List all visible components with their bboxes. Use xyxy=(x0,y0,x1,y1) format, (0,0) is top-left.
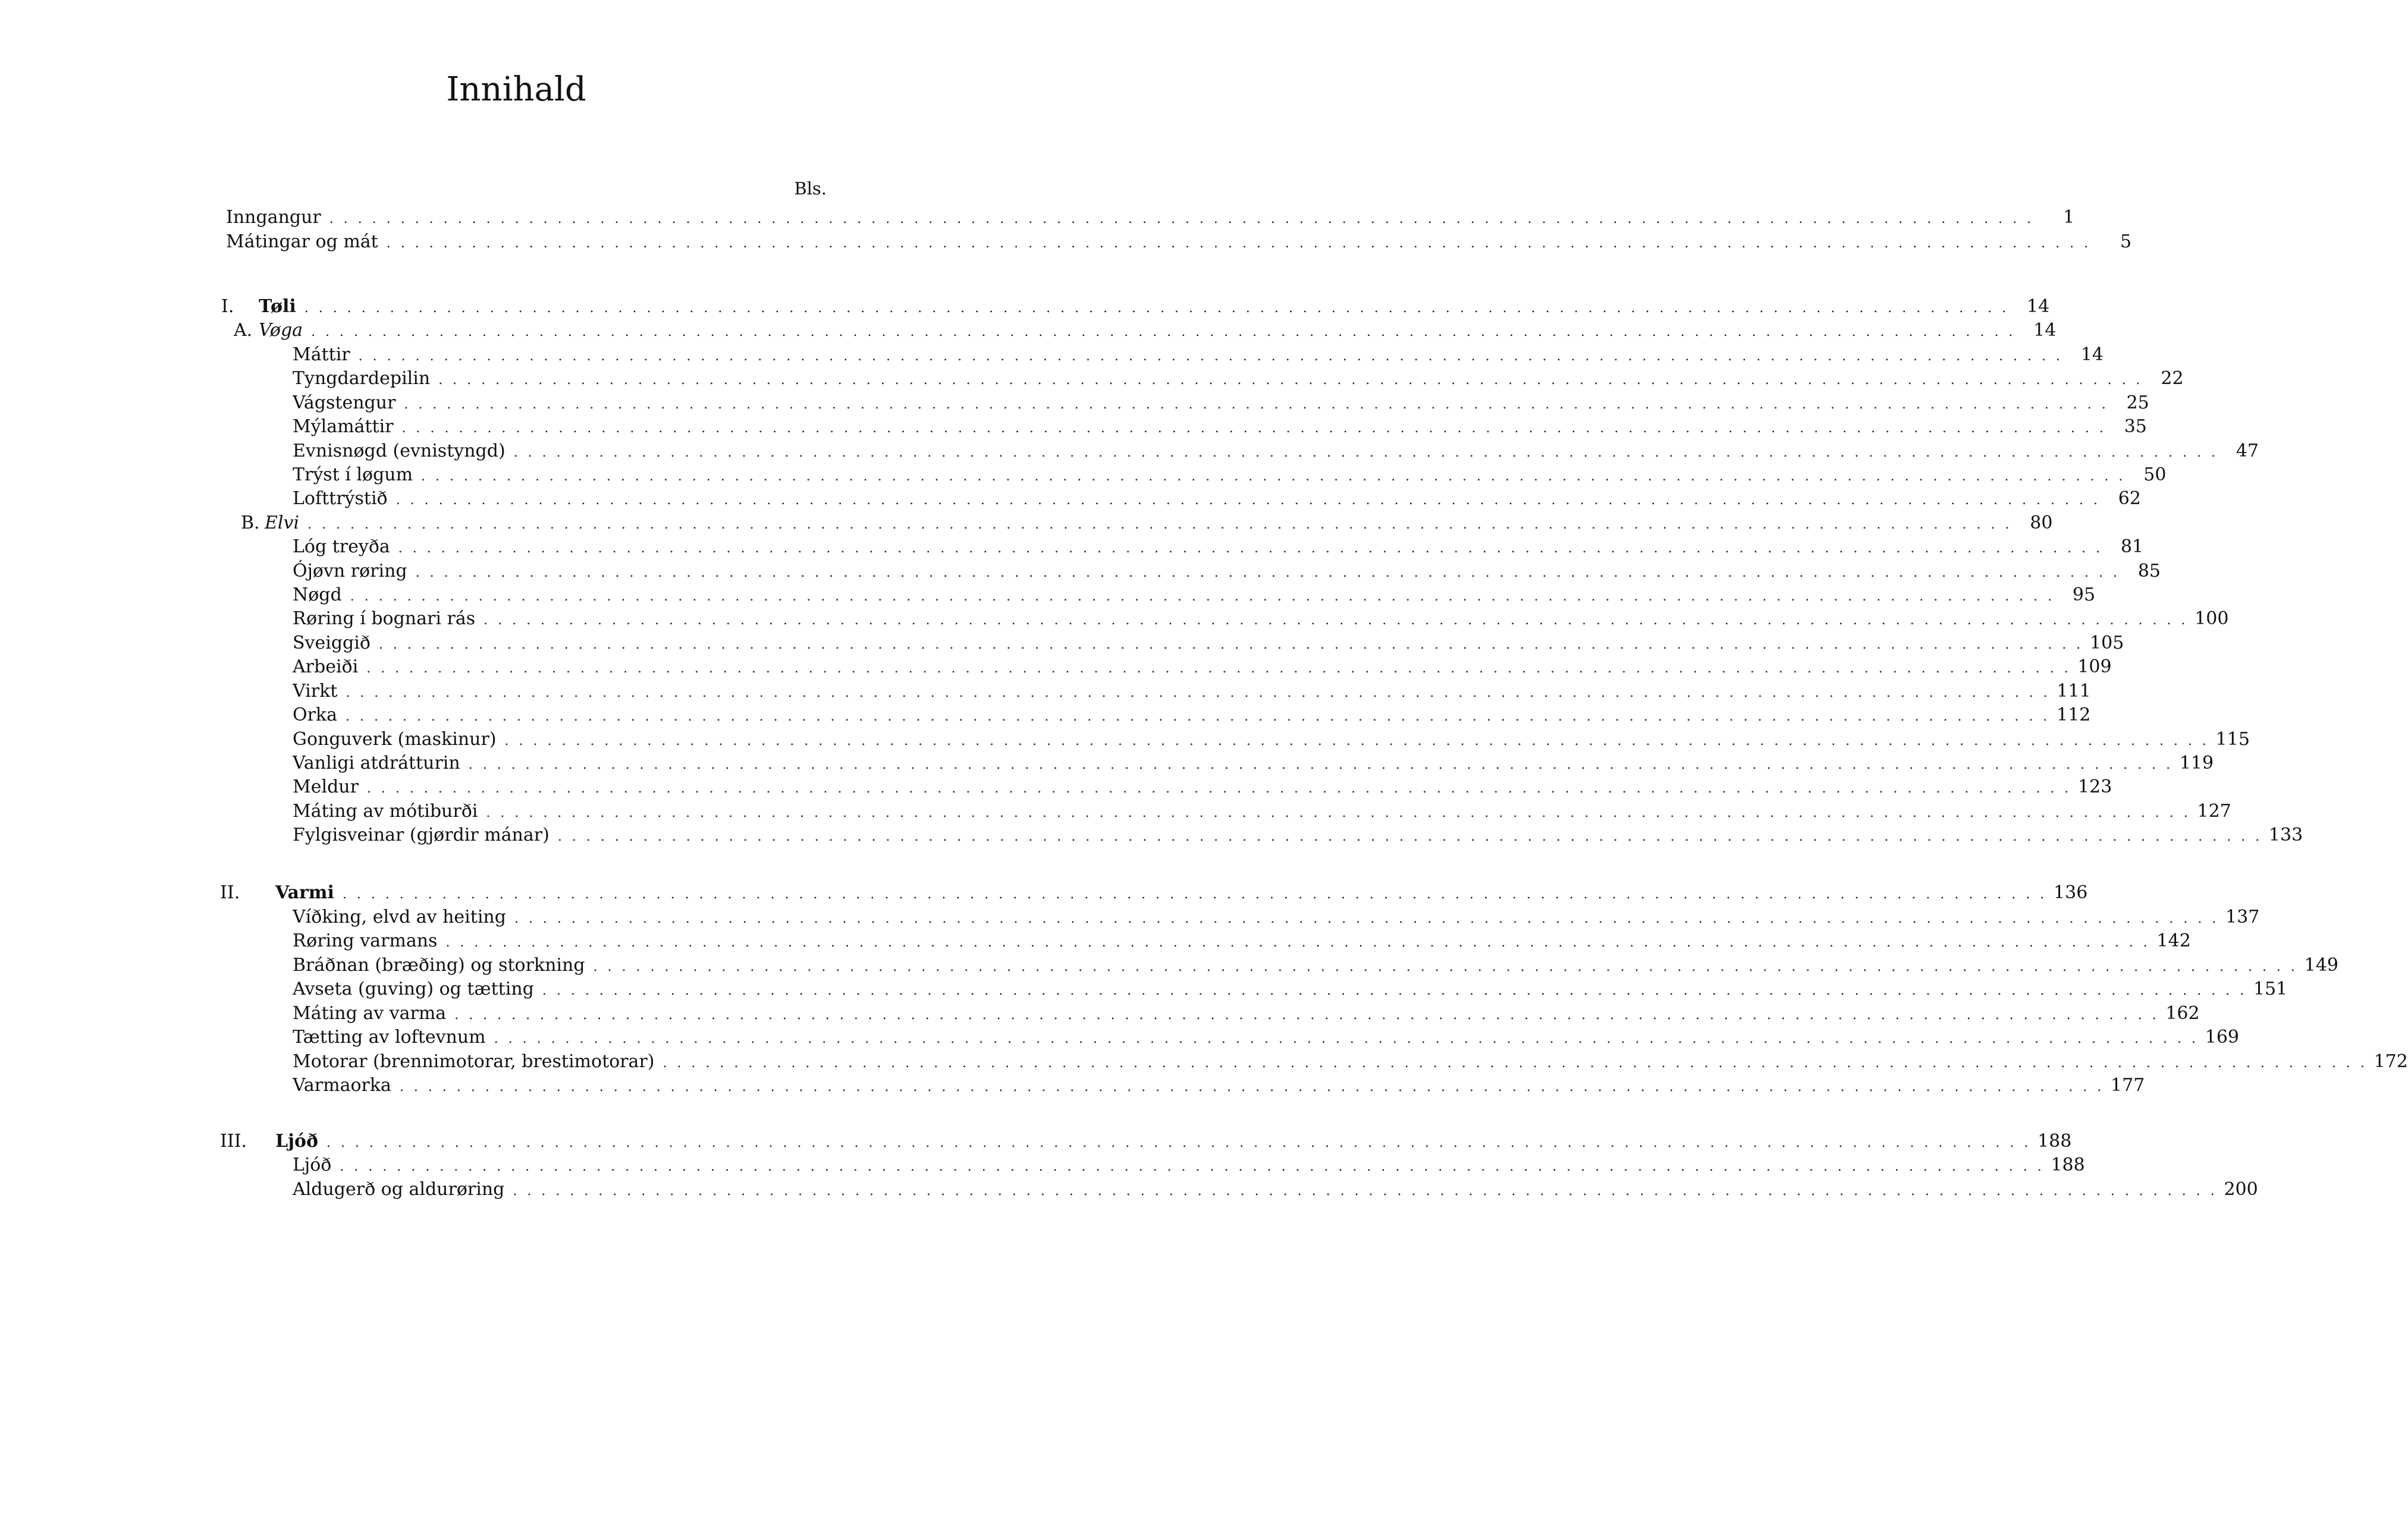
toc-row xyxy=(0,728,2250,751)
toc-row xyxy=(0,881,2088,905)
toc-entry-label: Røring varmans xyxy=(293,930,438,951)
toc-leader-dots: . . . . . . . . . . . . . . . . . . . . . . . . . . . . . . . . . . . . . . . . . . . . . . . . . . . . . . . . . . . . . . . . . . . . . . . . . . . . . . . . . . . . . . . . . . . . . . . . . . . . . . . . . . . . . . . . . . . . . . . . xyxy=(326,1136,2032,1150)
toc-entry-label: Vágstengur xyxy=(293,392,396,413)
toc-section-number: II. xyxy=(220,882,240,903)
toc-entry-label: Arbeiði xyxy=(293,656,359,677)
toc-entry-label: Tyngdardepilin xyxy=(293,368,431,389)
toc-entry-label: Bráðnan (bræðing) og storkning xyxy=(293,955,585,976)
toc-page-number: 14 xyxy=(2080,344,2104,365)
toc-leader-dots: . . . . . . . . . . . . . . . . . . . . . . . . . . . . . . . . . . . . . . . . . . . . . . . . . . . . . . . . . . . . . . . . . . . . . . . . . . . . . . . . . . . . . . . . . . . . . . . . . . . . . . . . . . . . . . . . . . . . . . . . xyxy=(311,325,2016,339)
toc-row xyxy=(0,1026,2239,1049)
toc-row xyxy=(0,1050,2408,1074)
toc-row xyxy=(0,655,2112,679)
toc-entry-label: Sveiggið xyxy=(293,633,371,653)
toc-page-number: 100 xyxy=(2194,608,2229,629)
toc-leader-dots: . . . . . . . . . . . . . . . . . . . . . . . . . . . . . . . . . . . . . . . . . . . . . . . . . . . . . . . . . . . . . . . . . . . . . . . . . . . . . . . . . . . . . . . . . . . . . . . . . . . . . . . . . . . . . . . . . . . . . . . . xyxy=(340,1159,2045,1174)
toc-row xyxy=(0,206,2075,229)
toc-page-number: 35 xyxy=(2124,416,2147,437)
toc-row xyxy=(0,535,2144,559)
toc-entry-label: Varmi xyxy=(275,882,334,903)
toc-page-number: 151 xyxy=(2253,979,2288,999)
toc-leader-dots: . . . . . . . . . . . . . . . . . . . . . . . . . . . . . . . . . . . . . . . . . . . . . . . . . . . . . . . . . . . . . . . . . . . . . . . . . . . . . . . . . . . . . . . . . . . . . . . . . . . . . . . . . . . . . . . . . . . . . . . . xyxy=(404,397,2109,412)
toc-entry-label: Varmaorka xyxy=(293,1075,391,1096)
toc-entry-label: Ójøvn røring xyxy=(293,561,407,581)
toc-row xyxy=(0,703,2091,727)
toc-page-number: 137 xyxy=(2225,907,2260,927)
toc-leader-dots: . . . . . . . . . . . . . . . . . . . . . . . . . . . . . . . . . . . . . . . . . . . . . . . . . . . . . . . . . . . . . . . . . . . . . . . . . . . . . . . . . . . . . . . . . . . . . . . . . . . . . . . . . . . . . . . . . . . . . . . . xyxy=(398,541,2104,556)
toc-leader-dots: . . . . . . . . . . . . . . . . . . . . . . . . . . . . . . . . . . . . . . . . . . . . . . . . . . . . . . . . . . . . . . . . . . . . . . . . . . . . . . . . . . . . . . . . . . . . . . . . . . . . . . . . . . . . . . . . . . . . . . . . xyxy=(438,373,2143,388)
toc-leader-dots: . . . . . . . . . . . . . . . . . . . . . . . . . . . . . . . . . . . . . . . . . . . . . . . . . . . . . . . . . . . . . . . . . . . . . . . . . . . . . . . . . . . . . . . . . . . . . . . . . . . . . . . . . . . . . . . . . . . . . . . . xyxy=(542,983,2247,998)
toc-leader-dots: . . . . . . . . . . . . . . . . . . . . . . . . . . . . . . . . . . . . . . . . . . . . . . . . . . . . . . . . . . . . . . . . . . . . . . . . . . . . . . . . . . . . . . . . . . . . . . . . . . . . . . . . . . . . . . . . . . . . . . . . xyxy=(346,709,2051,724)
toc-page-number: 50 xyxy=(2143,464,2167,485)
toc-page-number: 177 xyxy=(2111,1075,2145,1096)
toc-leader-dots: . . . . . . . . . . . . . . . . . . . . . . . . . . . . . . . . . . . . . . . . . . . . . . . . . . . . . . . . . . . . . . . . . . . . . . . . . . . . . . . . . . . . . . . . . . . . . . . . . . . . . . . . . . . . . . . . . . . . . . . . xyxy=(346,685,2051,700)
toc-row xyxy=(0,680,2091,703)
toc-page-number: 172 xyxy=(2374,1051,2408,1072)
toc-page-number: 14 xyxy=(2027,296,2050,317)
toc-row xyxy=(0,905,2260,929)
toc-leader-dots: . . . . . . . . . . . . . . . . . . . . . . . . . . . . . . . . . . . . . . . . . . . . . . . . . . . . . . . . . . . . . . . . . . . . . . . . . . . . . . . . . . . . . . . . . . . . . . . . . . . . . . . . . . . . . . . . . . . . . . . . xyxy=(342,887,2048,902)
toc-row xyxy=(0,631,2124,655)
toc-leader-dots: . . . . . . . . . . . . . . . . . . . . . . . . . . . . . . . . . . . . . . . . . . . . . . . . . . . . . . . . . . . . . . . . . . . . . . . . . . . . . . . . . . . . . . . . . . . . . . . . . . . . . . . . . . . . . . . . . . . . . . . . xyxy=(304,301,2010,316)
toc-row xyxy=(0,367,2184,391)
toc-entry-label: Nøgd xyxy=(293,584,342,605)
toc-page-number: 85 xyxy=(2137,561,2161,581)
toc-page-number: 123 xyxy=(2078,776,2112,797)
toc-page-number: 25 xyxy=(2126,392,2149,413)
toc-leader-dots: . . . . . . . . . . . . . . . . . . . . . . . . . . . . . . . . . . . . . . . . . . . . . . . . . . . . . . . . . . . . . . . . . . . . . . . . . . . . . . . . . . . . . . . . . . . . . . . . . . . . . . . . . . . . . . . . . . . . . . . . xyxy=(366,661,2071,676)
toc-page-number: 142 xyxy=(2156,930,2191,951)
toc-entry-label: Vanligi atdrátturin xyxy=(293,753,460,773)
toc-page-number: 47 xyxy=(2236,441,2259,461)
toc-leader-dots: . . . . . . . . . . . . . . . . . . . . . . . . . . . . . . . . . . . . . . . . . . . . . . . . . . . . . . . . . . . . . . . . . . . . . . . . . . . . . . . . . . . . . . . . . . . . . . . . . . . . . . . . . . . . . . . . . . . . . . . . xyxy=(366,781,2072,796)
toc-row xyxy=(0,463,2167,487)
toc-row xyxy=(0,1153,2085,1177)
toc-row xyxy=(0,775,2112,799)
toc-page-number: 188 xyxy=(2037,1131,2072,1152)
toc-page-number: 14 xyxy=(2033,320,2057,341)
toc-leader-dots: . . . . . . . . . . . . . . . . . . . . . . . . . . . . . . . . . . . . . . . . . . . . . . . . . . . . . . . . . . . . . . . . . . . . . . . . . . . . . . . . . . . . . . . . . . . . . . . . . . . . . . . . . . . . . . . . . . . . . . . . xyxy=(415,565,2121,580)
toc-entry-label: Vøga xyxy=(259,320,303,341)
toc-row xyxy=(0,1130,2072,1153)
toc-row xyxy=(0,823,2303,847)
toc-row xyxy=(0,954,2338,977)
toc-leader-dots: . . . . . . . . . . . . . . . . . . . . . . . . . . . . . . . . . . . . . . . . . . . . . . . . . . . . . . . . . . . . . . . . . . . . . . . . . . . . . . . . . . . . . . . . . . . . . . . . . . . . . . . . . . . . . . . . . . . . . . . . xyxy=(514,911,2219,926)
toc-leader-dots: . . . . . . . . . . . . . . . . . . . . . . . . . . . . . . . . . . . . . . . . . . . . . . . . . . . . . . . . . . . . . . . . . . . . . . . . . . . . . . . . . . . . . . . . . . . . . . . . . . . . . . . . . . . . . . . . . . . . . . . . xyxy=(513,1184,2218,1199)
toc-page-number: 127 xyxy=(2197,801,2231,822)
toc-page-number: 149 xyxy=(2304,955,2338,976)
toc-page-number: 81 xyxy=(2120,536,2144,557)
toc-entry-label: Fylgisveinar (gjørdir mánar) xyxy=(293,825,550,845)
toc-row xyxy=(0,230,2132,254)
toc-row xyxy=(0,559,2161,583)
toc-leader-dots: . . . . . . . . . . . . . . . . . . . . . . . . . . . . . . . . . . . . . . . . . . . . . . . . . . . . . . . . . . . . . . . . . . . . . . . . . . . . . . . . . . . . . . . . . . . . . . . . . . . . . . . . . . . . . . . . . . . . . . . . xyxy=(395,493,2101,508)
toc-leader-dots: . . . . . . . . . . . . . . . . . . . . . . . . . . . . . . . . . . . . . . . . . . . . . . . . . . . . . . . . . . . . . . . . . . . . . . . . . . . . . . . . . . . . . . . . . . . . . . . . . . . . . . . . . . . . . . . . . . . . . . . . xyxy=(593,960,2298,974)
toc-section-number: I. xyxy=(221,296,234,317)
toc-page-number: 169 xyxy=(2205,1027,2239,1048)
page-column-heading: Bls. xyxy=(794,178,827,199)
toc-entry-label: Lóg treyða xyxy=(293,536,390,557)
toc-entry-label: Aldugerð og aldurøring xyxy=(293,1179,505,1200)
toc-page-number: 62 xyxy=(2118,488,2141,509)
toc-row xyxy=(0,391,2149,415)
toc-section-number: III. xyxy=(220,1131,247,1152)
toc-section-number: A. xyxy=(234,320,253,341)
toc-page-number: 1 xyxy=(2063,207,2075,228)
toc-entry-label: Gonguverk (maskinur) xyxy=(293,729,497,750)
toc-entry-label: Máting av mótiburði xyxy=(293,801,478,822)
toc-leader-dots: . . . . . . . . . . . . . . . . . . . . . . . . . . . . . . . . . . . . . . . . . . . . . . . . . . . . . . . . . . . . . . . . . . . . . . . . . . . . . . . . . . . . . . . . . . . . . . . . . . . . . . . . . . . . . . . . . . . . . . . . xyxy=(468,757,2174,772)
toc-entry-label: Ljóð xyxy=(275,1131,318,1152)
toc-entry-label: Máting av varma xyxy=(293,1003,447,1024)
toc-page-number: 105 xyxy=(2090,633,2124,653)
toc-row xyxy=(0,343,2104,367)
toc-page-number: 111 xyxy=(2057,681,2091,702)
toc-page-number: 80 xyxy=(2030,512,2053,533)
toc-leader-dots: . . . . . . . . . . . . . . . . . . . . . . . . . . . . . . . . . . . . . . . . . . . . . . . . . . . . . . . . . . . . . . . . . . . . . . . . . . . . . . . . . . . . . . . . . . . . . . . . . . . . . . . . . . . . . . . . . . . . . . . . xyxy=(307,517,2013,532)
toc-entry-label: Meldur xyxy=(293,776,359,797)
toc-entry-label: Motorar (brennimotorar, brestimotorar) xyxy=(293,1051,655,1072)
toc-row xyxy=(0,487,2141,511)
toc-entry-label: Evnisnøgd (evnistyngd) xyxy=(293,441,506,461)
toc-row xyxy=(0,607,2229,631)
toc-entry-label: Tøli xyxy=(259,296,296,317)
toc-row xyxy=(0,511,2053,535)
toc-leader-dots: . . . . . . . . . . . . . . . . . . . . . . . . . . . . . . . . . . . . . . . . . . . . . . . . . . . . . . . . . . . . . . . . . . . . . . . . . . . . . . . . . . . . . . . . . . . . . . . . . . . . . . . . . . . . . . . . . . . . . . . . xyxy=(401,421,2106,436)
toc-row xyxy=(0,1002,2200,1026)
toc-leader-dots: . . . . . . . . . . . . . . . . . . . . . . . . . . . . . . . . . . . . . . . . . . . . . . . . . . . . . . . . . . . . . . . . . . . . . . . . . . . . . . . . . . . . . . . . . . . . . . . . . . . . . . . . . . . . . . . . . . . . . . . . xyxy=(557,829,2263,844)
toc-page-number: 109 xyxy=(2077,656,2112,677)
toc-page-number: 22 xyxy=(2161,368,2184,389)
toc-section-number: B. xyxy=(241,512,260,533)
toc-page-number: 119 xyxy=(2179,753,2214,773)
toc-entry-label: Mýlamáttir xyxy=(293,416,394,437)
toc-entry-label: Trýst í løgum xyxy=(293,464,413,485)
toc-leader-dots: . . . . . . . . . . . . . . . . . . . . . . . . . . . . . . . . . . . . . . . . . . . . . . . . . . . . . . . . . . . . . . . . . . . . . . . . . . . . . . . . . . . . . . . . . . . . . . . . . . . . . . . . . . . . . . . . . . . . . . . . xyxy=(378,637,2084,652)
toc-entry-label: Orka xyxy=(293,705,337,725)
toc-entry-label: Ljóð xyxy=(293,1155,332,1175)
toc-leader-dots: . . . . . . . . . . . . . . . . . . . . . . . . . . . . . . . . . . . . . . . . . . . . . . . . . . . . . . . . . . . . . . . . . . . . . . . . . . . . . . . . . . . . . . . . . . . . . . . . . . . . . . . . . . . . . . . . . . . . . . . . xyxy=(329,212,2035,227)
toc-entry-label: Inngangur xyxy=(226,207,321,228)
toc-entry-label: Mátingar og mát xyxy=(226,231,378,252)
toc-leader-dots: . . . . . . . . . . . . . . . . . . . . . . . . . . . . . . . . . . . . . . . . . . . . . . . . . . . . . . . . . . . . . . . . . . . . . . . . . . . . . . . . . . . . . . . . . . . . . . . . . . . . . . . . . . . . . . . . . . . . . . . . xyxy=(454,1008,2159,1023)
toc-leader-dots: . . . . . . . . . . . . . . . . . . . . . . . . . . . . . . . . . . . . . . . . . . . . . . . . . . . . . . . . . . . . . . . . . . . . . . . . . . . . . . . . . . . . . . . . . . . . . . . . . . . . . . . . . . . . . . . . . . . . . . . . xyxy=(399,1080,2105,1095)
toc-row xyxy=(0,1178,2258,1202)
toc-page-number: 115 xyxy=(2215,729,2250,750)
toc-row xyxy=(0,319,2057,342)
toc-leader-dots: . . . . . . . . . . . . . . . . . . . . . . . . . . . . . . . . . . . . . . . . . . . . . . . . . . . . . . . . . . . . . . . . . . . . . . . . . . . . . . . . . . . . . . . . . . . . . . . . . . . . . . . . . . . . . . . . . . . . . . . . xyxy=(663,1056,2368,1071)
toc-entry-label: Avseta (guving) og tætting xyxy=(293,979,534,999)
toc-page-number: 95 xyxy=(2072,584,2096,605)
toc-row xyxy=(0,1074,2145,1098)
toc-entry-label: Máttir xyxy=(293,344,350,365)
toc-leader-dots: . . . . . . . . . . . . . . . . . . . . . . . . . . . . . . . . . . . . . . . . . . . . . . . . . . . . . . . . . . . . . . . . . . . . . . . . . . . . . . . . . . . . . . . . . . . . . . . . . . . . . . . . . . . . . . . . . . . . . . . . xyxy=(484,613,2189,628)
toc-row xyxy=(0,415,2147,439)
toc-leader-dots: . . . . . . . . . . . . . . . . . . . . . . . . . . . . . . . . . . . . . . . . . . . . . . . . . . . . . . . . . . . . . . . . . . . . . . . . . . . . . . . . . . . . . . . . . . . . . . . . . . . . . . . . . . . . . . . . . . . . . . . . xyxy=(486,806,2191,820)
toc-leader-dots: . . . . . . . . . . . . . . . . . . . . . . . . . . . . . . . . . . . . . . . . . . . . . . . . . . . . . . . . . . . . . . . . . . . . . . . . . . . . . . . . . . . . . . . . . . . . . . . . . . . . . . . . . . . . . . . . . . . . . . . . xyxy=(513,445,2219,460)
toc-page-number: 5 xyxy=(2120,231,2132,252)
toc-entry-label: Tætting av loftevnum xyxy=(293,1027,486,1048)
toc-leader-dots: . . . . . . . . . . . . . . . . . . . . . . . . . . . . . . . . . . . . . . . . . . . . . . . . . . . . . . . . . . . . . . . . . . . . . . . . . . . . . . . . . . . . . . . . . . . . . . . . . . . . . . . . . . . . . . . . . . . . . . . . xyxy=(445,935,2150,950)
toc-entry-label: Víðking, elvd av heiting xyxy=(293,907,506,927)
toc-row xyxy=(0,977,2288,1001)
page-title: Innihald xyxy=(446,70,586,109)
toc-entry-label: Røring í bognari rás xyxy=(293,608,476,629)
toc-entry-label: Virkt xyxy=(293,681,338,702)
toc-leader-dots: . . . . . . . . . . . . . . . . . . . . . . . . . . . . . . . . . . . . . . . . . . . . . . . . . . . . . . . . . . . . . . . . . . . . . . . . . . . . . . . . . . . . . . . . . . . . . . . . . . . . . . . . . . . . . . . . . . . . . . . . xyxy=(350,589,2055,604)
toc-row xyxy=(0,800,2231,823)
toc-page-number: 188 xyxy=(2051,1155,2085,1175)
toc-leader-dots: . . . . . . . . . . . . . . . . . . . . . . . . . . . . . . . . . . . . . . . . . . . . . . . . . . . . . . . . . . . . . . . . . . . . . . . . . . . . . . . . . . . . . . . . . . . . . . . . . . . . . . . . . . . . . . . . . . . . . . . . xyxy=(386,236,2092,251)
toc-leader-dots: . . . . . . . . . . . . . . . . . . . . . . . . . . . . . . . . . . . . . . . . . . . . . . . . . . . . . . . . . . . . . . . . . . . . . . . . . . . . . . . . . . . . . . . . . . . . . . . . . . . . . . . . . . . . . . . . . . . . . . . . xyxy=(421,469,2126,484)
toc-entry-label: Elvi xyxy=(265,512,300,533)
toc-row xyxy=(0,929,2191,953)
toc-entry-label: Lofttrýstið xyxy=(293,488,388,509)
toc-page-number: 112 xyxy=(2057,705,2091,725)
toc-page-number: 136 xyxy=(2054,882,2088,903)
toc-row xyxy=(0,583,2096,607)
toc-leader-dots: . . . . . . . . . . . . . . . . . . . . . . . . . . . . . . . . . . . . . . . . . . . . . . . . . . . . . . . . . . . . . . . . . . . . . . . . . . . . . . . . . . . . . . . . . . . . . . . . . . . . . . . . . . . . . . . . . . . . . . . . xyxy=(358,349,2064,364)
toc-leader-dots: . . . . . . . . . . . . . . . . . . . . . . . . . . . . . . . . . . . . . . . . . . . . . . . . . . . . . . . . . . . . . . . . . . . . . . . . . . . . . . . . . . . . . . . . . . . . . . . . . . . . . . . . . . . . . . . . . . . . . . . . xyxy=(494,1032,2199,1046)
toc-row xyxy=(0,439,2259,463)
toc-page-number: 200 xyxy=(2224,1179,2258,1200)
toc-page-number: 133 xyxy=(2268,825,2303,845)
toc-page-number: 162 xyxy=(2165,1003,2200,1024)
toc-row xyxy=(0,751,2214,775)
toc-leader-dots: . . . . . . . . . . . . . . . . . . . . . . . . . . . . . . . . . . . . . . . . . . . . . . . . . . . . . . . . . . . . . . . . . . . . . . . . . . . . . . . . . . . . . . . . . . . . . . . . . . . . . . . . . . . . . . . . . . . . . . . . xyxy=(504,734,2209,749)
toc-row xyxy=(0,295,2050,319)
